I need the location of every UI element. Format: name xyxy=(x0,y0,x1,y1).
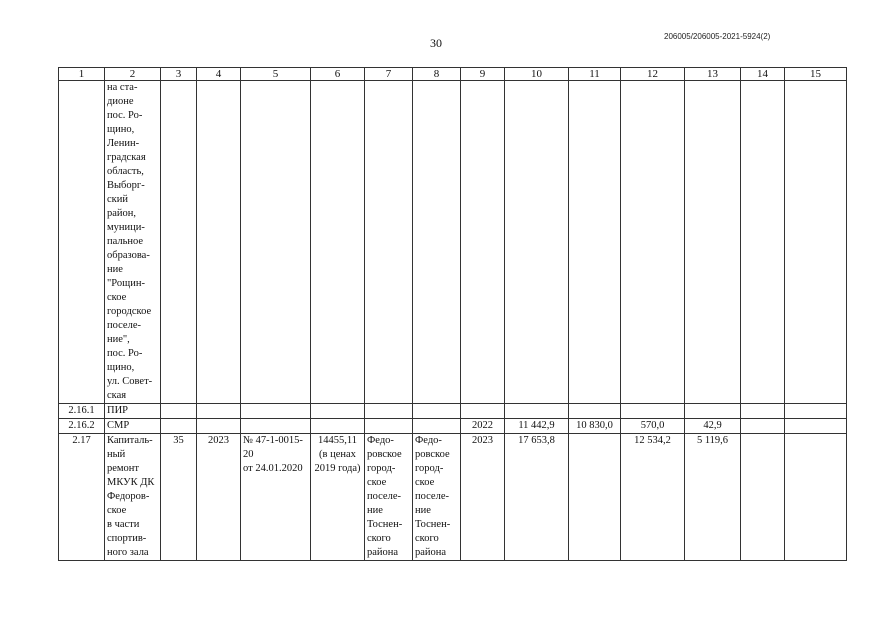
cell-customer: Федо- ровское город- ское поселе- ние Тоснен- ского района xyxy=(365,434,413,561)
cell-col8 xyxy=(413,404,461,419)
cell-cost: 14455,11 (в ценах 2019 года) xyxy=(311,434,365,561)
header-cell: 13 xyxy=(685,68,741,81)
header-cell: 7 xyxy=(365,68,413,81)
header-cell: 12 xyxy=(621,68,685,81)
cell-col15 xyxy=(785,404,847,419)
cell-col15 xyxy=(785,434,847,561)
cell-col5 xyxy=(241,81,311,404)
cell-col8 xyxy=(413,81,461,404)
cell-col8 xyxy=(413,419,461,434)
header-cell: 15 xyxy=(785,68,847,81)
cell-number xyxy=(59,81,105,404)
cell-col12 xyxy=(621,81,685,404)
cell-col7 xyxy=(365,419,413,434)
page-number: 30 xyxy=(430,36,442,50)
cell-col9 xyxy=(461,404,505,419)
cell-year: 2023 xyxy=(461,434,505,561)
cell-col15 xyxy=(785,419,847,434)
cell-col4 xyxy=(197,404,241,419)
cell-col12 xyxy=(621,404,685,419)
cell-col4 xyxy=(197,81,241,404)
cell-col6 xyxy=(311,419,365,434)
cell-name: СМР xyxy=(105,419,161,434)
cell-col15 xyxy=(785,81,847,404)
cell-col11 xyxy=(569,404,621,419)
cell-expertise: № 47-1-0015- 20 от 24.01.2020 xyxy=(241,434,311,561)
cell-name: на ста- дионе пос. Ро- щино, Ленин- градская область, Выборг- ский район, муници- пальное образова- ние "Рощин- ское городское поселе- ние", пос. Ро- щино, ул. Совет- ская xyxy=(105,81,161,404)
cell-col14 xyxy=(741,81,785,404)
table-row xyxy=(59,81,847,404)
cell-name: Капиталь- ный ремонт МКУК ДК Федоров- ское в части спортив- ного зала xyxy=(105,434,161,561)
header-cell: 9 xyxy=(461,68,505,81)
cell-col12: 570,0 xyxy=(621,419,685,434)
cell-col14 xyxy=(741,419,785,434)
cell-col11 xyxy=(569,434,621,561)
cell-year: 2022 xyxy=(461,419,505,434)
cell-col13 xyxy=(685,81,741,404)
cell-col10 xyxy=(505,404,569,419)
table-row xyxy=(59,434,847,561)
cell-col13: 5 119,6 xyxy=(685,434,741,561)
cell-owner: Федо- ровское город- ское поселе- ние Тоснен- ского района xyxy=(413,434,461,561)
cell-col11: 10 830,0 xyxy=(569,419,621,434)
header-row xyxy=(59,68,847,81)
header-cell: 5 xyxy=(241,68,311,81)
table-row xyxy=(59,404,847,419)
cell-col10 xyxy=(505,81,569,404)
cell-col12: 12 534,2 xyxy=(621,434,685,561)
cell-col3 xyxy=(161,404,197,419)
cell-col14 xyxy=(741,434,785,561)
header-cell: 8 xyxy=(413,68,461,81)
header-cell: 4 xyxy=(197,68,241,81)
document-code: 206005/206005-2021-5924(2) xyxy=(664,32,771,41)
cell-col13: 42,9 xyxy=(685,419,741,434)
cell-col14 xyxy=(741,404,785,419)
cell-col7 xyxy=(365,404,413,419)
cell-col3 xyxy=(161,81,197,404)
cell-col9 xyxy=(461,81,505,404)
table-row xyxy=(59,419,847,434)
cell-col6 xyxy=(311,404,365,419)
cell-col6 xyxy=(311,81,365,404)
header-cell: 6 xyxy=(311,68,365,81)
data-table xyxy=(58,67,847,561)
cell-col7 xyxy=(365,81,413,404)
cell-col4: 2023 xyxy=(197,434,241,561)
header-cell: 1 xyxy=(59,68,105,81)
cell-col13 xyxy=(685,404,741,419)
cell-number: 2.17 xyxy=(59,434,105,561)
header-cell: 10 xyxy=(505,68,569,81)
header-cell: 14 xyxy=(741,68,785,81)
cell-col3 xyxy=(161,419,197,434)
cell-total: 11 442,9 xyxy=(505,419,569,434)
header-cell: 3 xyxy=(161,68,197,81)
cell-col4 xyxy=(197,419,241,434)
cell-col3: 35 xyxy=(161,434,197,561)
header-cell: 11 xyxy=(569,68,621,81)
cell-col5 xyxy=(241,404,311,419)
cell-number: 2.16.1 xyxy=(59,404,105,419)
cell-number: 2.16.2 xyxy=(59,419,105,434)
cell-name: ПИР xyxy=(105,404,161,419)
cell-col11 xyxy=(569,81,621,404)
header-cell: 2 xyxy=(105,68,161,81)
cell-col5 xyxy=(241,419,311,434)
cell-total: 17 653,8 xyxy=(505,434,569,561)
